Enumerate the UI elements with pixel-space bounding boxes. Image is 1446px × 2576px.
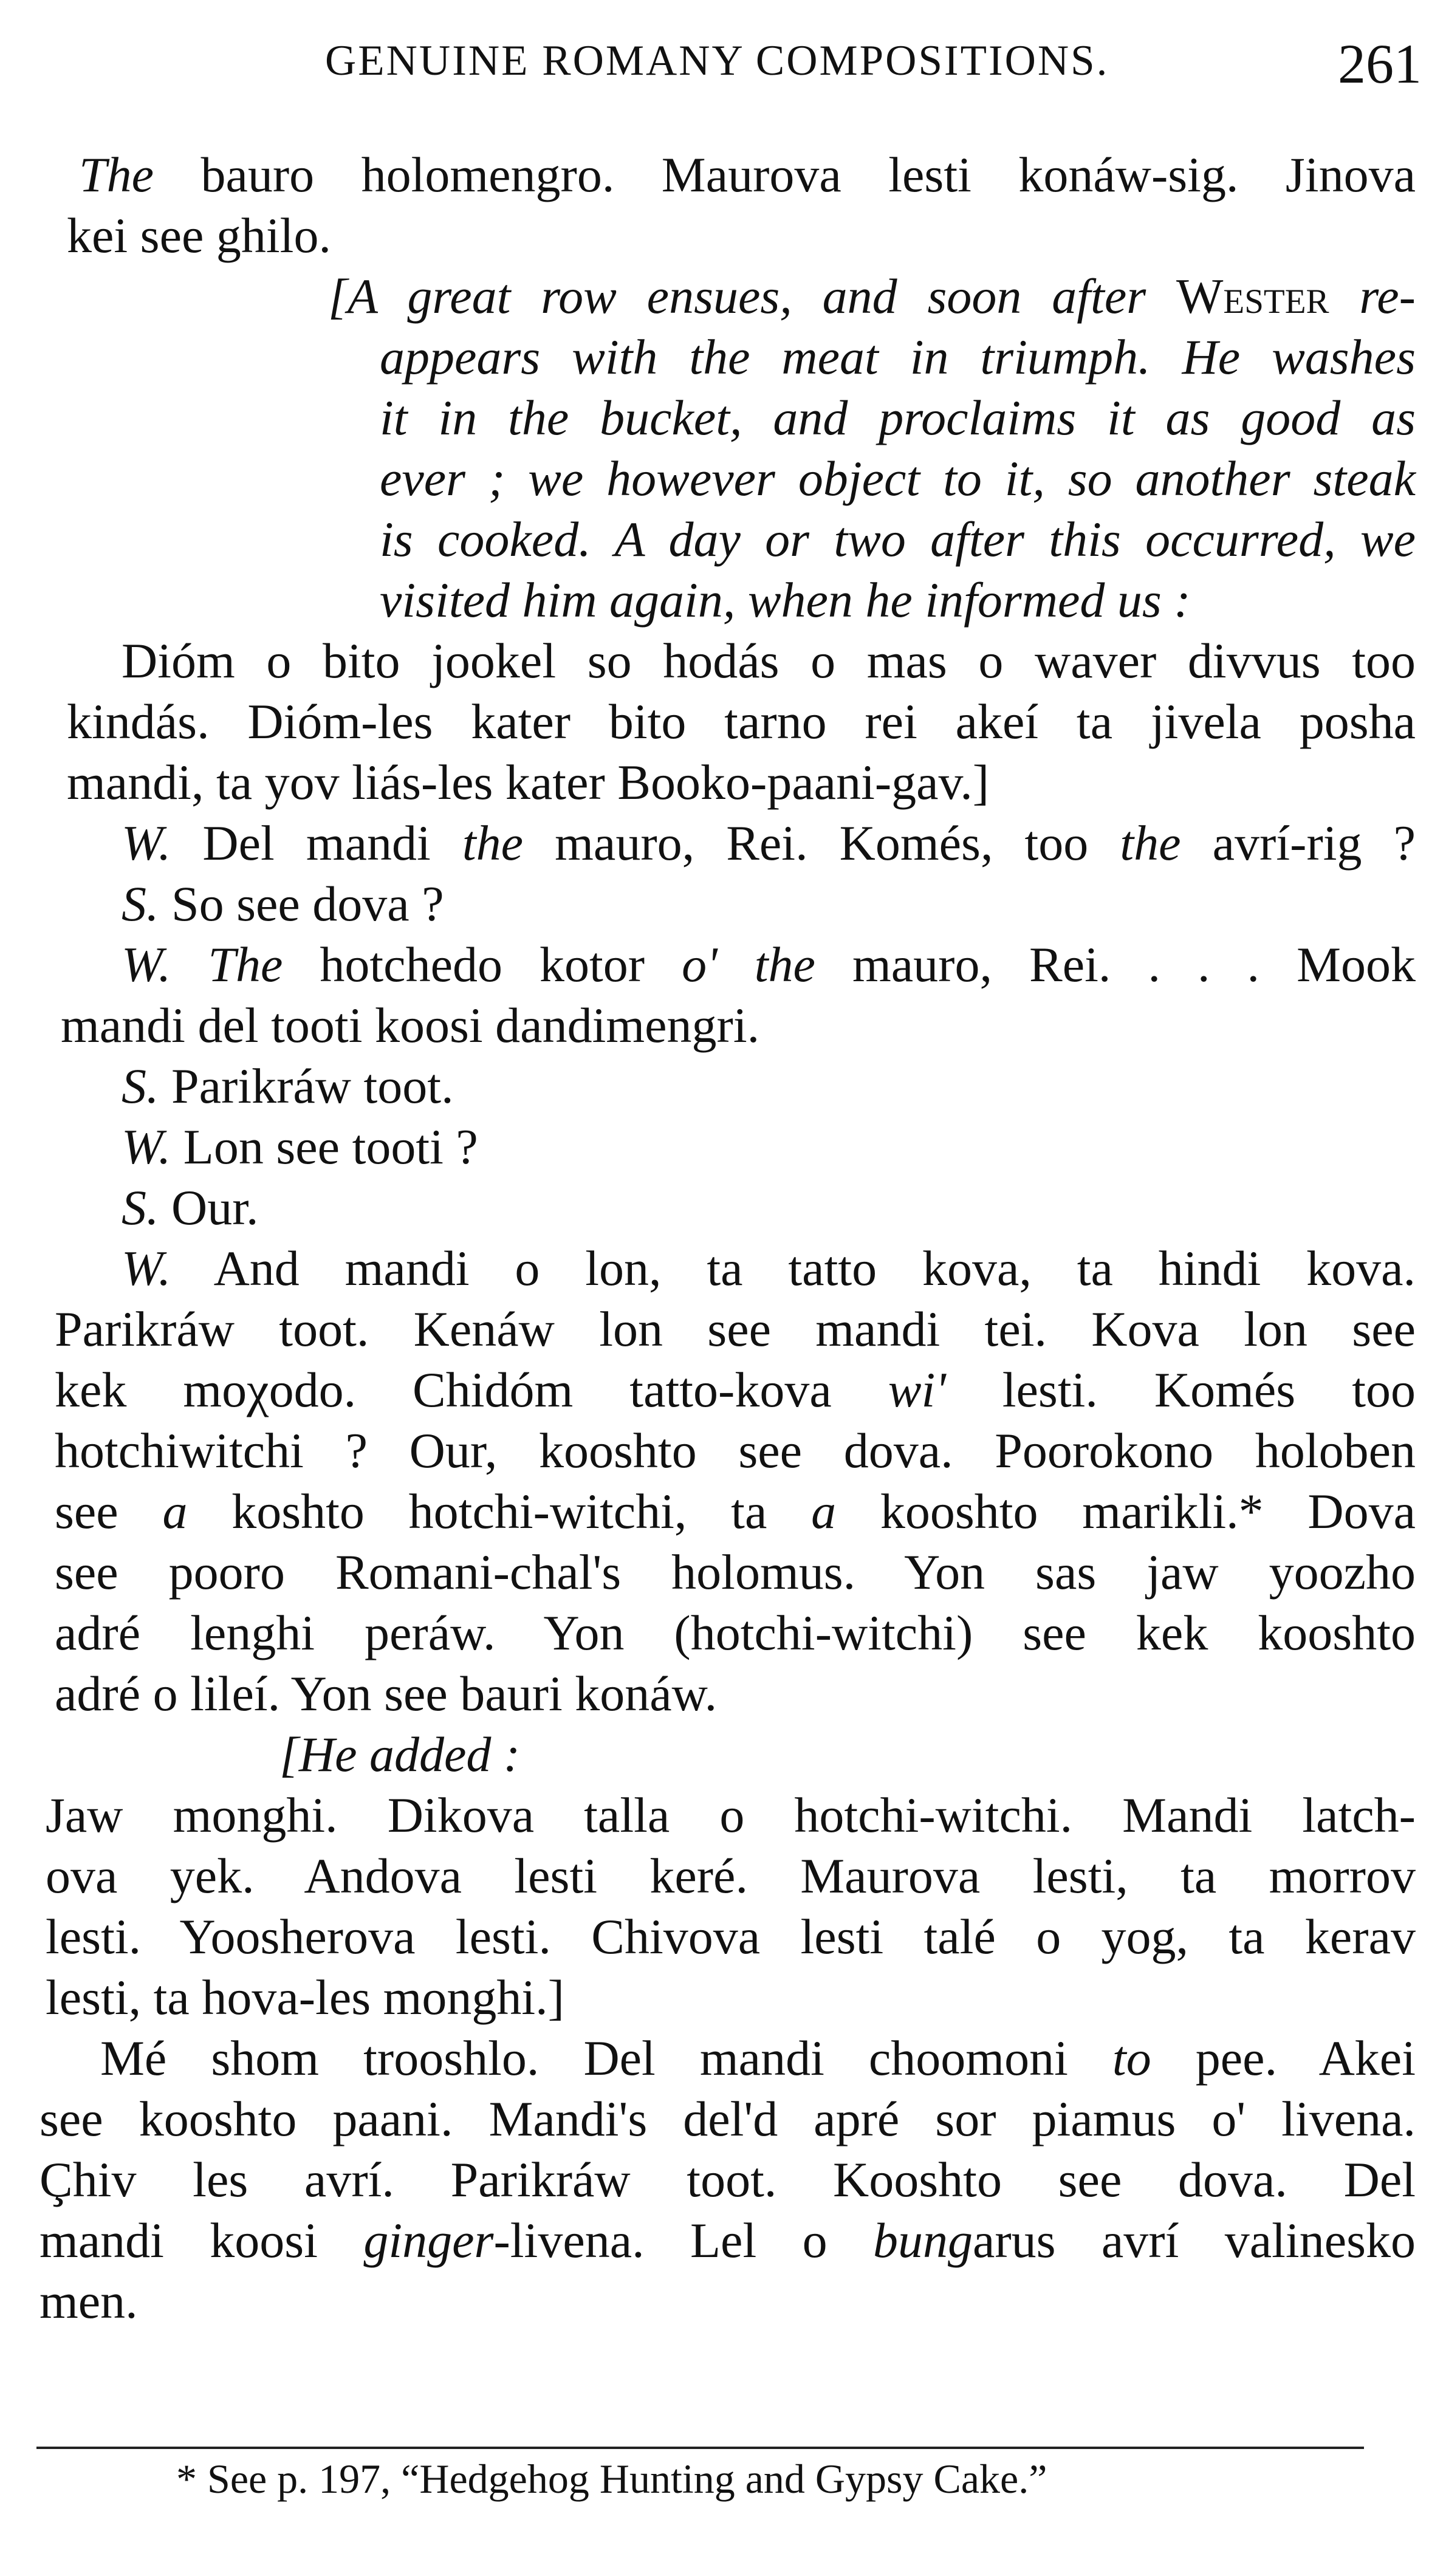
running-header [0, 33, 1446, 97]
dialogue-line: kek moχodo. Chidóm tatto-kova wi' lesti. Komés too [55, 1362, 1416, 1417]
dialogue-line: S. Our. [122, 1180, 259, 1235]
dialogue-line: see a koshto hotchi-witchi, ta a kooshto marikli.* Dova [55, 1484, 1416, 1539]
dialogue-line: W. Lon see tooti ? [122, 1119, 478, 1174]
footnote-rule [36, 2447, 1364, 2449]
text-line: lesti, ta hova-les monghi.] [46, 1970, 564, 2025]
text-line: The bauro holomengro. Maurova lesti konáw-sig. Jinova [79, 147, 1416, 202]
text-line: kindás. Dióm-les kater bito tarno rei akeí ta jivela posha [67, 694, 1416, 749]
dialogue-line: adré lenghi peráw. Yon (hotchi-witchi) see kek kooshto [55, 1605, 1416, 1660]
dialogue-line: S. So see dova ? [122, 876, 444, 931]
running-title: GENUINE ROMANY COMPOSITIONS. [325, 37, 1109, 84]
stage-direction-line: appears with the meat in triumph. He washes [380, 329, 1416, 385]
stage-direction-line: ever ; we however object to it, so another steak [380, 451, 1416, 506]
dialogue-line: W. The hotchedo kotor o' the mauro, Rei. . . . Mook [122, 937, 1416, 992]
stage-direction-line: [He added : [279, 1727, 521, 1782]
text-line: see kooshto paani. Mandi's del'd apré sor piamus o' livena. [39, 2091, 1416, 2146]
text-line: lesti. Yoosherova lesti. Chivova lesti talé o yog, ta kerav [46, 1909, 1416, 1964]
stage-direction-line: visited him again, when he informed us : [380, 572, 1191, 628]
dialogue-line: see pooro Romani-chal's holomus. Yon sas jaw yoozho [55, 1544, 1416, 1600]
text-line: ova yek. Andova lesti keré. Maurova lesti, ta morrov [46, 1848, 1416, 1903]
dialogue-line: adré o lileí. Yon see bauri konáw. [55, 1666, 718, 1721]
text-line: Mé shom trooshlo. Del mandi choomoni to pee. Akei [100, 2030, 1416, 2086]
footnote: * See p. 197, “Hedgehog Hunting and Gypsy Cake.” [176, 2456, 1047, 2502]
page-number: 261 [1338, 33, 1422, 95]
text-line: kei see ghilo. [67, 208, 331, 263]
stage-direction-line: it in the bucket, and proclaims it as good as [380, 390, 1416, 445]
dialogue-line: hotchiwitchi ? Our, kooshto see dova. Poorokono holoben [55, 1423, 1416, 1478]
stage-direction-line: is cooked. A day or two after this occurred, we [380, 512, 1416, 567]
text-line: Dióm o bito jookel so hodás o mas o waver divvus too [122, 633, 1416, 688]
text-line: mandi koosi ginger-livena. Lel o bungarus avrí valinesko [39, 2213, 1416, 2268]
stage-direction-line: [A great row ensues, and soon after Wester re- [328, 269, 1416, 324]
text-line: men. [39, 2273, 138, 2329]
dialogue-line: mandi del tooti koosi dandimengri. [61, 998, 760, 1053]
text-line: Jaw monghi. Dikova talla o hotchi-witchi. Mandi latch- [46, 1787, 1416, 1843]
dialogue-line: S. Parikráw toot. [122, 1058, 454, 1114]
text-line: mandi, ta yov liás-les kater Booko-paani-gav.] [67, 755, 990, 810]
text-line: Çhiv les avrí. Parikráw toot. Kooshto see dova. Del [39, 2152, 1416, 2207]
dialogue-line: Parikráw toot. Kenáw lon see mandi tei. Kova lon see [55, 1301, 1416, 1357]
dialogue-line: W. And mandi o lon, ta tatto kova, ta hindi kova. [122, 1241, 1416, 1296]
dialogue-line: W. Del mandi the mauro, Rei. Komés, too the avrí-rig ? [122, 815, 1416, 871]
